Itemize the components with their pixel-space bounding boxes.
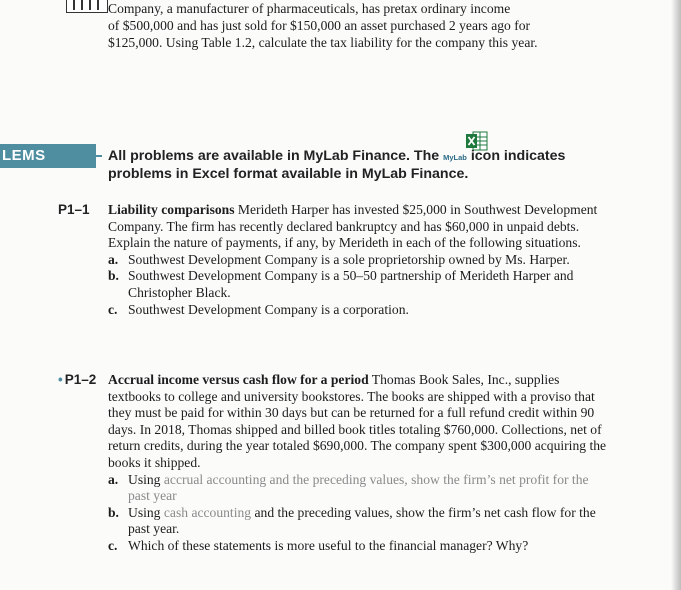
banner-text-before: All problems are available in MyLab Finance. The [108,148,440,164]
list-item [108,538,613,555]
list-item [108,268,613,301]
section-banner-text [108,148,608,183]
item-text-faint: cash accounting [163,504,252,520]
item-text: Using [128,504,161,520]
item-label: c. [108,537,118,553]
problem-body [108,372,613,555]
intro-line-1: Company, a manufacturer of pharmaceuticals, has pretax ordinary income [108,1,511,16]
list-item [108,472,613,505]
problem-text: Thomas Book Sales, Inc., supplies textbooks to college and university bookstores. The books are shipped with a proviso that they must be paid for within 30 days but can be returned for a full refund credit within 90 days. In 2018, Thomas shipped and billed book titles totaling $760,000. Collections, net of return credits, during the year totaled $690,000. The company spent $300,000 acquiring the books it shipped. [108,372,607,470]
item-label: a. [108,471,119,487]
problem-title: Liability comparisons [108,202,235,217]
intro-paragraph [108,0,608,51]
problem-number: P1–1 [58,202,90,217]
intro-line-2: of $500,000 and has just sold for $150,000 an asset purchased 2 years ago for [108,18,531,33]
item-text: Using [128,471,161,487]
list-item [108,302,613,319]
intro-line-3: $125,000. Using Table 1.2, calculate the tax liability for the company this year. [108,35,538,50]
excel-marker-icon: • [58,372,63,387]
banner-text-after: icon indicates problems in Excel format available in MyLab Finance. [108,148,566,182]
list-item [108,252,613,269]
item-text: Southwest Development Company is a corporation. [128,301,409,317]
section-tag: LEMS [0,144,96,168]
problem-number-text: P1–2 [64,372,97,387]
item-label: a. [108,251,119,267]
item-text: Southwest Development Company is a sole proprietorship owned by Ms. Harper. [128,251,570,267]
learning-goal-icon [66,0,108,13]
item-text: Which of these statements is more useful to the financial manager? Why? [128,537,529,553]
item-text-faint: accrual accounting and the preceding values, show the firm’s net profit for the past year [128,471,589,504]
problem-title: Accrual income versus cash flow for a period [108,372,369,387]
item-label: c. [108,301,118,317]
problem-body [108,202,613,318]
list-item [108,505,613,538]
item-text-end: and the preceding values, show the firm’s net cash flow for the past year. [128,504,596,537]
item-label: b. [108,504,119,520]
item-text: Southwest Development Company is a 50–50 partnership of Merideth Harper and Christopher Black. [128,268,574,300]
problem-text: Merideth Harper has invested $25,000 in Southwest Development Company. The firm has recently declared bankruptcy and has $60,000 in unpaid debts. Explain the nature of payments, if any, by Merideth in each of the following situations. [108,202,598,251]
item-label: b. [108,268,119,284]
problem-number [58,372,96,387]
page-edge-shadow [671,0,681,590]
section-divider [94,155,102,157]
mylab-label: MyLab [443,153,467,162]
